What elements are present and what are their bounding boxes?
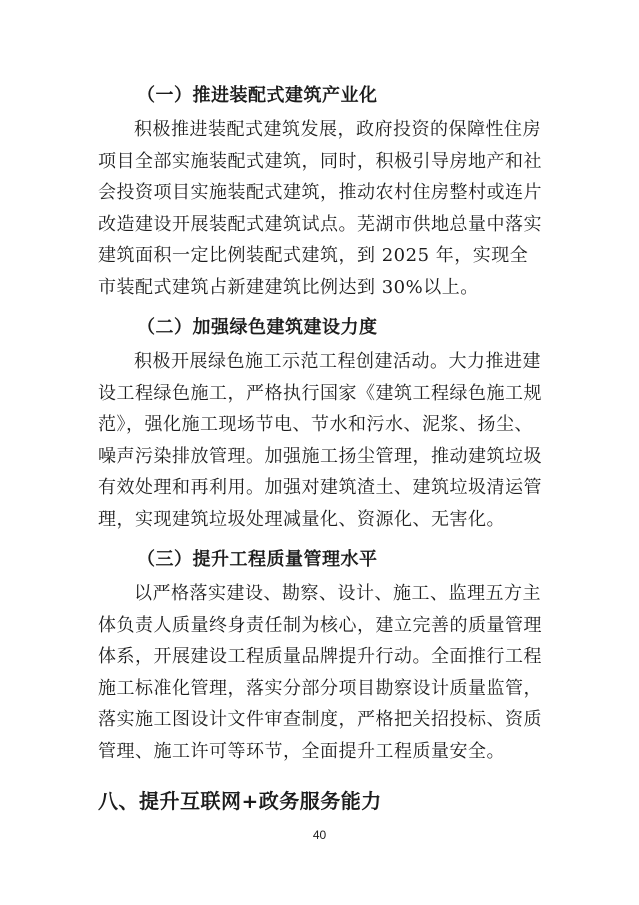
section-heading-3: （三）提升工程质量管理水平 xyxy=(137,549,378,570)
section-heading-1: （一）推进装配式建筑产业化 xyxy=(137,85,378,106)
section-heading-2: （二）加强绿色建筑建设力度 xyxy=(137,317,378,338)
section-paragraph-2: 积极开展绿色施工示范工程创建活动。大力推进建设工程绿色施工，严格执行国家《建筑工程绿色施工规范》，强化施工现场节电、节水和污水、泥浆、扬尘、噪声污染排放管理。加强施工扬尘管理，推动建筑垃圾有效处理和再利用。加强对建筑渣土、建筑垃圾清运管理，实现建筑垃圾处理减量化、资源化、无害化。 xyxy=(98,351,542,530)
chapter-heading: 八、提升互联网+政务服务能力 xyxy=(98,789,382,813)
page-number: 40 xyxy=(312,828,327,842)
section-paragraph-1: 积极推进装配式建筑发展，政府投资的保障性住房项目全部实施装配式建筑，同时，积极引导房地产和社会投资项目实施装配式建筑，推动农村住房整村或连片改造建设开展装配式建筑试点。芜湖市供地总量中落实建筑面积一定比例装配式建筑，到 2025 年，实现全市装配式建筑占新建建筑比例达到 30%以上。 xyxy=(98,119,542,298)
section-paragraph-3: 以严格落实建设、勘察、设计、施工、监理五方主体负责人质量终身责任制为核心，建立完善的质量管理体系，开展建设工程质量品牌提升行动。全面推行工程施工标准化管理，落实分部分项目勘察设计质量监管，落实施工图设计文件审查制度，严格把关招投标、资质管理、施工许可等环节，全面提升工程质量安全。 xyxy=(98,583,542,762)
